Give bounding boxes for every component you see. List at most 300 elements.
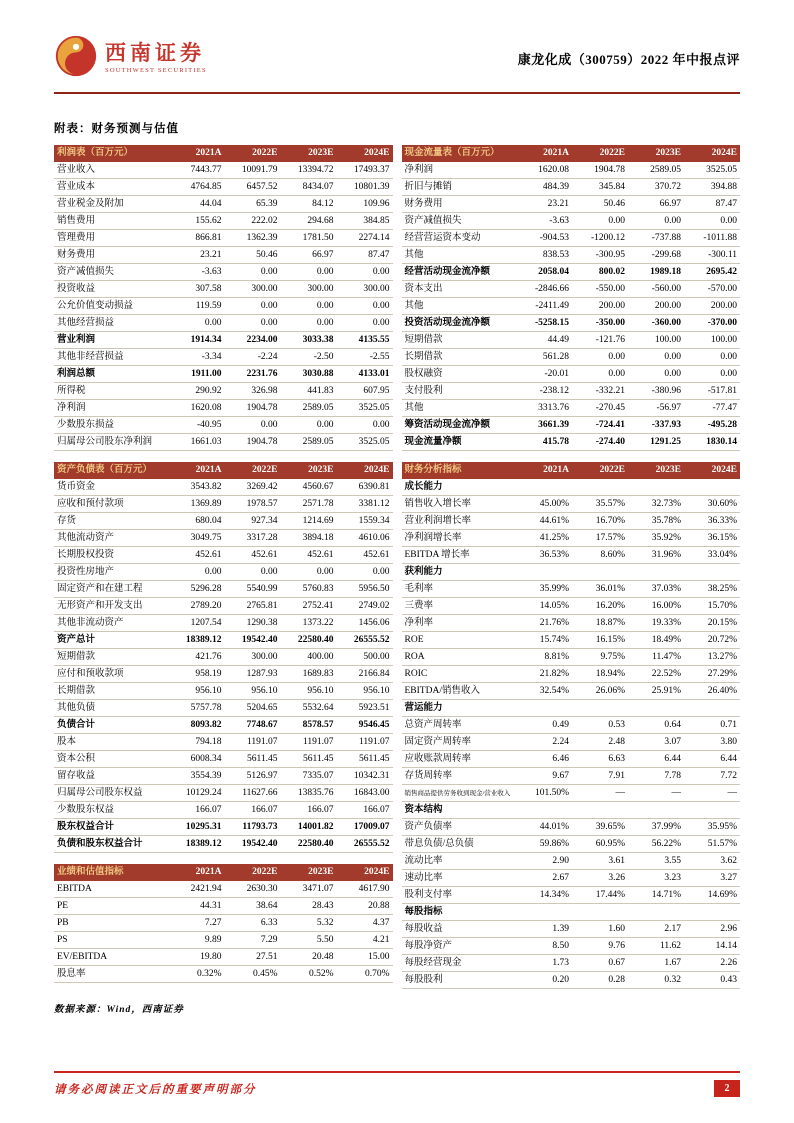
table-row — [402, 349, 741, 366]
table-row — [54, 666, 393, 683]
cell-value: 222.02 — [251, 215, 278, 226]
cell-value: 956.10 — [307, 685, 334, 696]
table-row — [54, 632, 393, 649]
cell-value: 19.33% — [651, 617, 681, 628]
row-label: 其他流动资产 — [57, 532, 115, 543]
cell-value: -238.12 — [539, 385, 569, 396]
row-label: 存货周转率 — [404, 770, 453, 781]
cell-value: 100.00 — [654, 334, 681, 345]
table-row — [402, 717, 741, 734]
cell-value: 0.52% — [308, 968, 334, 979]
row-label: 股本 — [57, 736, 77, 747]
cell-value: 10129.24 — [185, 787, 222, 798]
row-label: 折旧与摊销 — [404, 181, 453, 192]
row-label: 每股经营现金 — [404, 957, 462, 968]
row-label: 资本结构 — [404, 804, 443, 815]
cell-value: 6.44 — [720, 753, 737, 764]
cell-value: 1207.54 — [190, 617, 222, 628]
cell-value: 680.04 — [195, 515, 222, 526]
cell-value: 13394.72 — [297, 164, 334, 175]
table-row — [54, 264, 393, 281]
table-row — [54, 598, 393, 615]
cell-value: 17.57% — [595, 532, 625, 543]
row-label: PS — [57, 934, 68, 945]
row-label: 长期借款 — [404, 351, 443, 362]
cell-value: 2589.05 — [302, 436, 334, 447]
cell-value: 5.50 — [316, 934, 334, 945]
cell-value: 0.00 — [608, 368, 625, 379]
cell-value: -2.50 — [313, 351, 334, 362]
cell-value: 6.33 — [260, 917, 278, 928]
cell-value: 166.07 — [363, 804, 390, 815]
cell-value: 39.65% — [595, 821, 625, 832]
cell-value: 35.78% — [651, 515, 681, 526]
row-label: 归属母公司股东权益 — [57, 787, 143, 798]
cell-value: 7748.67 — [246, 719, 278, 730]
table-row — [402, 972, 741, 989]
cell-value: 1989.18 — [650, 266, 681, 277]
table-row — [54, 898, 393, 915]
table-row — [402, 264, 741, 281]
cell-value: 0.00 — [316, 300, 334, 311]
table-row — [402, 400, 741, 417]
brand-logo-text — [105, 42, 207, 74]
cell-value: 32.54% — [539, 685, 569, 696]
table-row — [402, 298, 741, 315]
table-row — [54, 717, 393, 734]
cell-value: 484.39 — [542, 181, 569, 192]
table-title: 利润表（百万元） — [57, 148, 134, 158]
cell-value: 3.61 — [608, 855, 625, 866]
left-column — [54, 145, 393, 989]
cell-value: 200.00 — [598, 300, 625, 311]
cell-value: — — [615, 787, 625, 798]
year-header: 2022E — [252, 867, 278, 877]
table-row — [54, 649, 393, 666]
cell-value: 2752.41 — [302, 600, 334, 611]
table-row — [402, 751, 741, 768]
cell-value: 3554.39 — [190, 770, 222, 781]
table-title: 资产负债表（百万元） — [57, 465, 153, 475]
cell-value: 45.00% — [539, 498, 569, 509]
cell-value: 66.97 — [312, 249, 334, 260]
table-row — [402, 417, 741, 434]
cell-value: 1.60 — [608, 923, 625, 934]
cell-value: -3.34 — [201, 351, 222, 362]
table-title: 现金流量表（百万元） — [404, 148, 500, 158]
cell-value: 0.00 — [316, 317, 334, 328]
cell-value: 794.18 — [195, 736, 222, 747]
row-label: 公允价值变动损益 — [57, 300, 134, 311]
cell-value: 2789.20 — [190, 600, 222, 611]
cell-value: 0.71 — [720, 719, 737, 730]
cell-value: 17009.07 — [353, 821, 390, 832]
table-row — [54, 349, 393, 366]
table-row — [54, 196, 393, 213]
cell-value: 3049.75 — [190, 532, 222, 543]
table-row — [54, 400, 393, 417]
cell-value: 5296.28 — [190, 583, 222, 594]
row-label: 固定资产周转率 — [404, 736, 472, 747]
cell-value: 3030.88 — [302, 368, 334, 379]
cell-value: 927.34 — [251, 515, 278, 526]
cell-value: 2630.30 — [246, 883, 278, 894]
cell-value: 3313.76 — [538, 402, 569, 413]
cell-value: 0.53 — [608, 719, 625, 730]
cell-value: 15.00 — [368, 951, 390, 962]
row-label: 股息率 — [57, 968, 86, 979]
cell-value: 0.00 — [372, 419, 390, 430]
cell-value: 4133.01 — [358, 368, 390, 379]
cell-value: 59.86% — [539, 838, 569, 849]
table-row — [54, 383, 393, 400]
cell-value: 0.00 — [316, 419, 334, 430]
cell-value: 2231.76 — [246, 368, 278, 379]
year-header: 2023E — [308, 465, 334, 475]
appendix-subtitle: 附表：财务预测与估值 — [54, 123, 179, 135]
row-label: 现金流量净额 — [404, 436, 462, 447]
cell-value: 6008.34 — [190, 753, 222, 764]
cell-value: 8093.82 — [190, 719, 222, 730]
row-label: ROA — [404, 651, 425, 662]
cell-value: 3033.38 — [302, 334, 334, 345]
report-title: 康龙化成（300759）2022 年中报点评 — [517, 52, 740, 67]
table-row — [402, 870, 741, 887]
cell-value: 36.01% — [595, 583, 625, 594]
table-row — [402, 281, 741, 298]
row-label: 每股股利 — [404, 974, 443, 985]
row-label: 带息负债/总负债 — [404, 838, 474, 849]
cell-value: 13835.76 — [297, 787, 334, 798]
footer-disclaimer: 请务必阅读正文后的重要声明部分 — [54, 1083, 257, 1096]
cell-value: 1914.34 — [190, 334, 222, 345]
cell-value: 0.00 — [720, 215, 737, 226]
table-header-row — [54, 145, 393, 162]
cell-value: 18389.12 — [185, 838, 222, 849]
table-row — [402, 564, 741, 581]
cell-value: -904.53 — [539, 232, 569, 243]
cell-value: 166.07 — [251, 804, 278, 815]
cell-value: -370.00 — [707, 317, 737, 328]
table-row — [402, 598, 741, 615]
cell-value: 2749.02 — [358, 600, 390, 611]
cell-value: 3543.82 — [190, 481, 222, 492]
cell-value: 1620.08 — [538, 164, 569, 175]
cell-value: 25.91% — [651, 685, 681, 696]
cell-value: 2765.81 — [246, 600, 278, 611]
cell-value: 1830.14 — [706, 436, 737, 447]
row-label: 其他 — [404, 300, 424, 311]
row-label: 投资活动现金流净额 — [404, 317, 491, 328]
cell-value: 452.61 — [195, 549, 222, 560]
cell-value: 0.00 — [204, 566, 222, 577]
cell-value: 6.46 — [552, 753, 569, 764]
cell-value: 3894.18 — [302, 532, 334, 543]
cell-value: 50.46 — [603, 198, 625, 209]
row-label: 筹资活动现金流净额 — [404, 419, 491, 430]
cell-value: 20.15% — [707, 617, 737, 628]
row-label: 营业收入 — [57, 164, 96, 175]
cell-value: 0.00 — [372, 317, 390, 328]
income-statement-table — [54, 145, 393, 451]
cell-value: 36.53% — [539, 549, 569, 560]
cell-value: -360.00 — [651, 317, 681, 328]
cell-value: 26.40% — [707, 685, 737, 696]
cell-value: 35.57% — [595, 498, 625, 509]
cell-value: 44.49 — [547, 334, 569, 345]
cell-value: 11793.73 — [242, 821, 278, 832]
cell-value: 109.96 — [363, 198, 390, 209]
cell-value: -737.88 — [651, 232, 681, 243]
cell-value: 6390.81 — [358, 481, 390, 492]
cell-value: 1191.07 — [246, 736, 278, 747]
cell-value: 3471.07 — [302, 883, 334, 894]
cell-value: -495.28 — [707, 419, 737, 430]
cell-value: 101.50% — [534, 787, 569, 798]
cell-value: 11627.66 — [242, 787, 278, 798]
cell-value: 441.83 — [307, 385, 334, 396]
cell-value: 3.80 — [720, 736, 737, 747]
table-row — [402, 853, 741, 870]
cell-value: 4135.55 — [358, 334, 390, 345]
cell-value: 18.49% — [651, 634, 681, 645]
row-label: 其他负债 — [57, 702, 96, 713]
row-label: 财务费用 — [57, 249, 96, 260]
cell-value: -20.01 — [544, 368, 569, 379]
cell-value: 800.02 — [598, 266, 625, 277]
cell-value: 1661.03 — [190, 436, 222, 447]
cell-value: 0.70% — [364, 968, 390, 979]
cell-value: 4.37 — [372, 917, 390, 928]
cell-value: 22580.40 — [297, 634, 334, 645]
table-row — [54, 281, 393, 298]
year-header: 2024E — [711, 465, 737, 475]
page-footer — [54, 1071, 740, 1097]
cell-value: 415.78 — [542, 436, 569, 447]
table-title: 业绩和估值指标 — [57, 867, 124, 877]
cell-value: 6.44 — [664, 753, 681, 764]
cell-value: 27.51 — [256, 951, 278, 962]
cell-value: 66.97 — [659, 198, 681, 209]
cell-value: 866.81 — [195, 232, 222, 243]
cell-value: 6457.52 — [246, 181, 278, 192]
cell-value: 5923.51 — [358, 702, 390, 713]
cell-value: 37.99% — [651, 821, 681, 832]
cell-value: 1911.00 — [191, 368, 222, 379]
cell-value: 21.82% — [539, 668, 569, 679]
row-label: EBITDA — [57, 883, 92, 894]
cell-value: 19.80 — [200, 951, 222, 962]
table-row — [402, 547, 741, 564]
cell-value: 19542.40 — [241, 634, 278, 645]
cell-value: 26.06% — [595, 685, 625, 696]
cell-value: 300.00 — [251, 283, 278, 294]
table-row — [54, 785, 393, 802]
cell-value: 0.20 — [552, 974, 569, 985]
row-label: 投资性房地产 — [57, 566, 115, 577]
cell-value: 44.01% — [539, 821, 569, 832]
cell-value: 2.26 — [720, 957, 737, 968]
row-label: 经营营运资本变动 — [404, 232, 481, 243]
row-label: 营业税金及附加 — [57, 198, 124, 209]
cell-value: 36.15% — [707, 532, 737, 543]
cell-value: 300.00 — [307, 283, 334, 294]
cell-value: 956.10 — [251, 685, 278, 696]
cell-value: 19542.40 — [241, 838, 278, 849]
row-label: 净利润增长率 — [404, 532, 462, 543]
cell-value: 0.00 — [372, 566, 390, 577]
row-label: 三费率 — [404, 600, 434, 611]
row-label: 经营活动现金流净额 — [404, 266, 491, 277]
row-label: 短期借款 — [57, 651, 96, 662]
cell-value: 2.96 — [720, 923, 737, 934]
data-source-note: 数据来源：Wind，西南证券 — [54, 1005, 184, 1015]
cell-value: 16.15% — [595, 634, 625, 645]
table-row — [54, 819, 393, 836]
cell-value: 3317.28 — [246, 532, 278, 543]
cell-value: 5540.99 — [246, 583, 278, 594]
table-row — [402, 887, 741, 904]
cell-value: 44.31 — [200, 900, 222, 911]
cell-value: 452.61 — [307, 549, 334, 560]
cell-value: 200.00 — [710, 300, 737, 311]
table-row — [54, 417, 393, 434]
page-header — [54, 34, 740, 83]
table-header-row — [402, 462, 741, 479]
cell-value: 26555.52 — [353, 634, 390, 645]
table-row — [402, 921, 741, 938]
cell-value: 5757.78 — [190, 702, 222, 713]
cell-value: -270.45 — [595, 402, 625, 413]
cell-value: 294.68 — [307, 215, 334, 226]
cell-value: 5956.50 — [358, 583, 390, 594]
row-label: 营运能力 — [404, 702, 443, 713]
cell-value: -350.00 — [595, 317, 625, 328]
cell-value: 307.58 — [195, 283, 222, 294]
cell-value: 0.00 — [260, 300, 278, 311]
row-label: ROE — [404, 634, 424, 645]
table-row — [402, 836, 741, 853]
table-row — [402, 819, 741, 836]
cell-value: 958.19 — [195, 668, 222, 679]
table-row — [54, 298, 393, 315]
cell-value: 50.46 — [256, 249, 278, 260]
cell-value: 0.00 — [608, 351, 625, 362]
row-label: 其他非流动资产 — [57, 617, 124, 628]
cell-value: 16.20% — [595, 600, 625, 611]
table-row — [54, 966, 393, 983]
cell-value: -3.63 — [201, 266, 222, 277]
table-row — [54, 949, 393, 966]
cell-value: 0.67 — [608, 957, 625, 968]
cell-value: 18.94% — [595, 668, 625, 679]
row-label: 营业利润 — [57, 334, 96, 345]
row-label: 少数股东权益 — [57, 804, 115, 815]
cell-value: 16843.00 — [353, 787, 390, 798]
table-row — [402, 213, 741, 230]
cell-value: 27.29% — [707, 668, 737, 679]
cell-value: 3.26 — [608, 872, 625, 883]
table-row — [54, 836, 393, 853]
year-header: 2023E — [308, 148, 334, 158]
cell-value: 35.95% — [707, 821, 737, 832]
row-label: 成长能力 — [404, 481, 443, 492]
cell-value: -550.00 — [595, 283, 625, 294]
financial-indicators-table — [402, 462, 741, 989]
brand-logo — [54, 34, 207, 83]
cell-value: 5204.65 — [246, 702, 278, 713]
cell-value: 7.29 — [260, 934, 278, 945]
row-label: 所得税 — [57, 385, 86, 396]
cell-value: -517.81 — [707, 385, 737, 396]
cell-value: 28.43 — [312, 900, 334, 911]
table-row — [54, 768, 393, 785]
cell-value: -2.55 — [369, 351, 390, 362]
cell-value: 1559.34 — [358, 515, 390, 526]
year-header: 2022E — [599, 465, 625, 475]
cell-value: 23.21 — [200, 249, 222, 260]
table-row — [54, 734, 393, 751]
cell-value: 14.05% — [539, 600, 569, 611]
footer-divider — [54, 1071, 740, 1073]
row-label: ROIC — [404, 668, 428, 679]
cell-value: 1.39 — [552, 923, 569, 934]
table-row — [402, 938, 741, 955]
cell-value: 4560.67 — [302, 481, 334, 492]
cell-value: 9.76 — [608, 940, 625, 951]
cell-value: 0.00 — [664, 351, 681, 362]
tables-area — [54, 145, 740, 989]
cell-value: 100.00 — [710, 334, 737, 345]
row-label: 每股指标 — [404, 906, 443, 917]
row-label: EBITDA 增长率 — [404, 549, 470, 560]
cell-value: -380.96 — [651, 385, 681, 396]
year-header: 2024E — [711, 148, 737, 158]
cell-value: 3269.42 — [246, 481, 278, 492]
table-row — [402, 615, 741, 632]
cell-value: 2.48 — [608, 736, 625, 747]
table-row — [402, 768, 741, 785]
table-header-row — [54, 462, 393, 479]
cell-value: 2058.04 — [538, 266, 569, 277]
row-label: 长期借款 — [57, 685, 96, 696]
cell-value: -2.24 — [257, 351, 278, 362]
row-label: 净利润 — [57, 402, 86, 413]
cell-value: 10342.31 — [353, 770, 390, 781]
table-row — [54, 366, 393, 383]
cell-value: 31.96% — [651, 549, 681, 560]
brand-logo-icon — [54, 34, 98, 83]
cell-value: 36.33% — [707, 515, 737, 526]
brand-name-en: SOUTHWEST SECURITIES — [105, 67, 207, 75]
year-header: 2024E — [364, 867, 390, 877]
year-header: 2022E — [599, 148, 625, 158]
cell-value: 23.21 — [547, 198, 569, 209]
cell-value: -3.63 — [549, 215, 569, 226]
cell-value: 452.61 — [251, 549, 278, 560]
cell-value: 21.76% — [539, 617, 569, 628]
cell-value: 956.10 — [363, 685, 390, 696]
table-row — [54, 547, 393, 564]
cell-value: 15.74% — [539, 634, 569, 645]
cell-value: 41.25% — [539, 532, 569, 543]
row-label: EV/EBITDA — [57, 951, 108, 962]
table-row — [54, 915, 393, 932]
cell-value: 1904.78 — [246, 402, 278, 413]
cell-value: 5611.45 — [246, 753, 278, 764]
cell-value: 421.76 — [195, 651, 222, 662]
cell-value: 2274.14 — [358, 232, 390, 243]
